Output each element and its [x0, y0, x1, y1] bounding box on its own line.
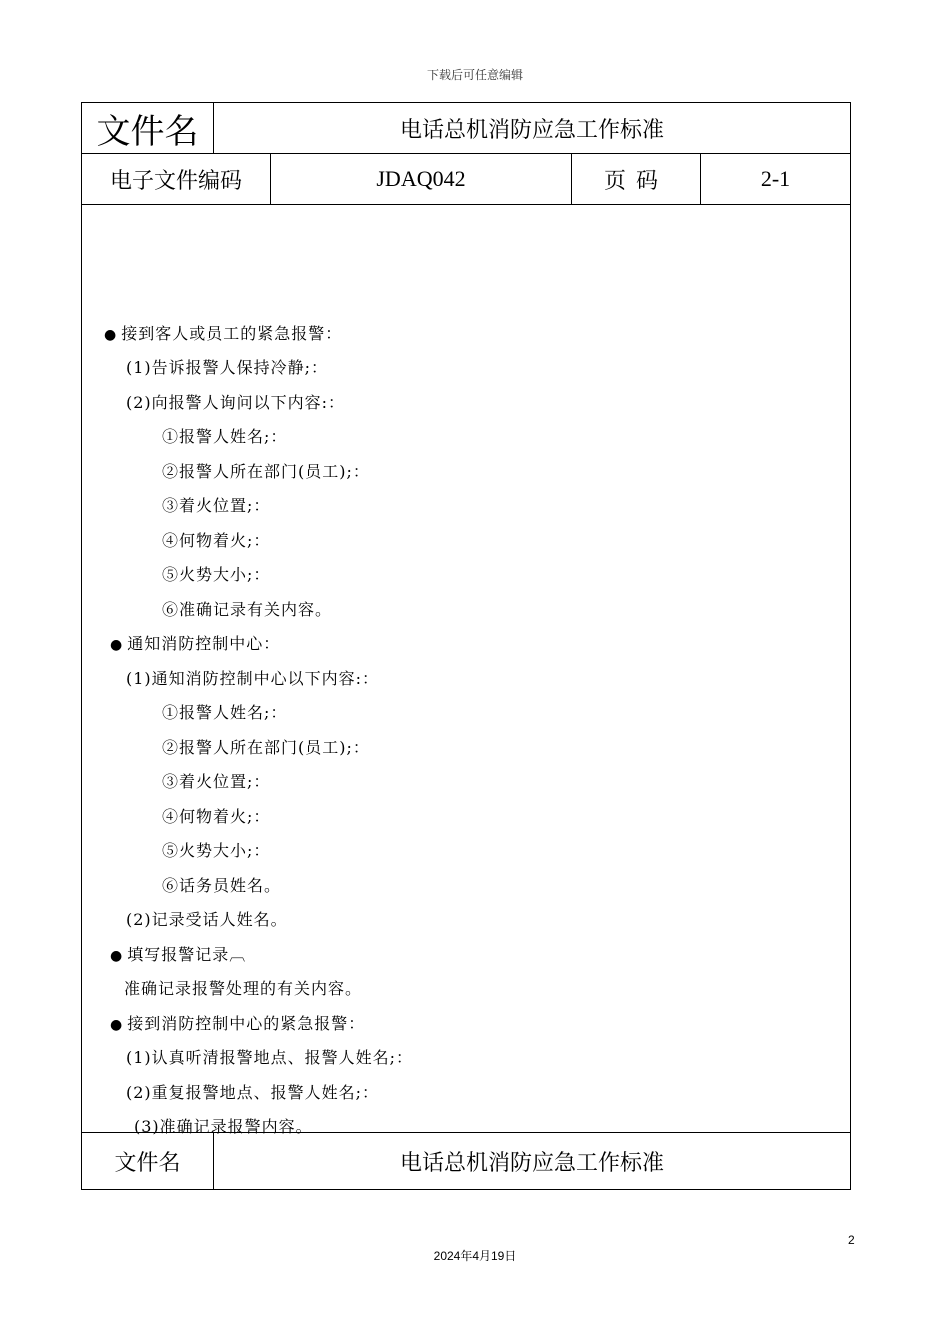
list-item: ③着火位置;： [162, 496, 271, 515]
code-label-cell [82, 154, 270, 204]
list-item: ⑥话务员姓名。 [162, 876, 282, 895]
list-item: ①报警人姓名;： [162, 427, 288, 446]
list-item: ④何物着火;： [162, 531, 271, 550]
header-note: 下载后可任意编辑 [426, 68, 523, 82]
list-item: (2)重复报警地点、报警人姓名;： [126, 1083, 380, 1102]
section-1-title: ● 接到客人或员工的紧急报警： [104, 324, 343, 343]
code-row [82, 154, 850, 205]
bullet-icon: ● [110, 637, 124, 653]
bullet-icon: ● [104, 327, 118, 343]
footer-file-title-cell [213, 1133, 850, 1189]
list-item: (1)告诉报警人保持冷静;： [126, 358, 329, 377]
list-item: ②报警人所在部门(员工);： [162, 738, 370, 757]
list-item: ④何物着火;： [162, 807, 271, 826]
section-2-title: ● 通知消防控制中心： [110, 634, 281, 653]
file-title: 电话总机消防应急工作标准 [399, 117, 664, 143]
section-4-title: ● 接到消防控制中心的紧急报警： [110, 1014, 366, 1033]
page-label: 页码 [603, 168, 668, 194]
bullet-icon: ● [110, 1017, 124, 1033]
page-value-cell [700, 154, 850, 204]
code-value-cell [270, 154, 571, 204]
section-3-title: ● 填写报警记录︹ [110, 945, 247, 964]
list-item: (2)向报警人询问以下内容:： [126, 393, 346, 412]
list-item: 准确记录报警处理的有关内容。 [124, 979, 363, 998]
code-value: JDAQ042 [376, 166, 466, 191]
list-item: (2)记录受话人姓名。 [126, 910, 288, 929]
document-table [81, 102, 851, 1190]
list-item: (1)通知消防控制中心以下内容:： [126, 669, 380, 688]
footer-file-name-label: 文件名 [114, 1150, 181, 1176]
file-title-cell [213, 103, 850, 153]
list-item: (3)准确记录报警内容。 [134, 1117, 313, 1136]
footer-title-row [82, 1132, 850, 1189]
footer-file-name-cell [82, 1133, 213, 1189]
content-body [82, 205, 850, 1136]
page-label-cell [571, 154, 700, 204]
code-label: 电子文件编码 [109, 168, 242, 194]
list-item: (1)认真听清报警地点、报警人姓名;： [126, 1048, 414, 1067]
list-item: ③着火位置;： [162, 772, 271, 791]
page-number: 2 [848, 1233, 855, 1247]
bullet-icon: ● [110, 948, 124, 964]
file-name-label: 文件名 [96, 111, 199, 152]
document-date: 2024年4月19日 [433, 1249, 517, 1263]
list-item: ⑥准确记录有关内容。 [162, 600, 333, 619]
list-item: ①报警人姓名;： [162, 703, 288, 722]
list-item: ⑤火势大小;： [162, 841, 271, 860]
page-value: 2-1 [760, 166, 791, 191]
footer-file-title: 电话总机消防应急工作标准 [399, 1150, 664, 1176]
list-item: ②报警人所在部门(员工);： [162, 462, 370, 481]
list-item: ⑤火势大小;： [162, 565, 271, 584]
title-row [82, 103, 850, 154]
file-name-label-cell [82, 103, 213, 153]
